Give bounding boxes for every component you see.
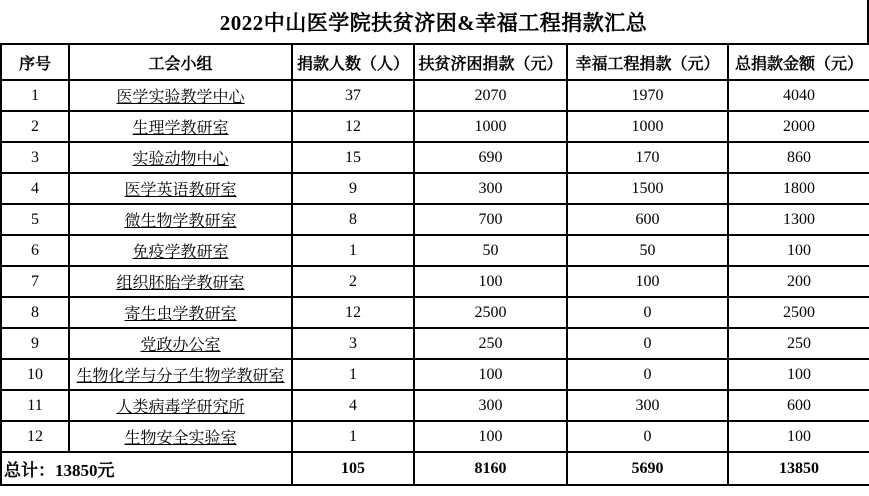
- row-no-cell: 3: [1, 142, 69, 173]
- total-poverty-donation-cell: 8160: [414, 452, 567, 485]
- happiness-donation-cell: 1500: [567, 173, 728, 204]
- table-row: [1, 390, 869, 421]
- col-header-donors: 捐款人数（人）: [292, 44, 414, 80]
- grand-total-row: [1, 452, 869, 485]
- poverty-donation-cell: 1000: [414, 111, 567, 142]
- col-header-poverty-donation: 扶贫济困捐款（元）: [414, 44, 567, 80]
- poverty-donation-cell: 100: [414, 421, 567, 452]
- group-name-cell: 组织胚胎学教研室: [69, 266, 292, 297]
- table-row: [1, 173, 869, 204]
- group-name-cell: 寄生虫学教研室: [69, 297, 292, 328]
- donors-count-cell: 2: [292, 266, 414, 297]
- happiness-donation-cell: 300: [567, 390, 728, 421]
- row-no-cell: 5: [1, 204, 69, 235]
- total-amount-cell: 2000: [728, 111, 869, 142]
- donors-count-cell: 12: [292, 111, 414, 142]
- total-amount-cell: 200: [728, 266, 869, 297]
- group-name-cell: 生理学教研室: [69, 111, 292, 142]
- total-amount-cell: 2500: [728, 297, 869, 328]
- happiness-donation-cell: 50: [567, 235, 728, 266]
- total-amount-cell: 4040: [728, 80, 869, 111]
- total-amount-sum-cell: 13850: [728, 452, 869, 485]
- table-row: [1, 297, 869, 328]
- happiness-donation-cell: 1000: [567, 111, 728, 142]
- poverty-donation-cell: 300: [414, 390, 567, 421]
- donors-count-cell: 8: [292, 204, 414, 235]
- donation-table: [0, 43, 869, 486]
- total-amount-cell: 600: [728, 390, 869, 421]
- donors-count-cell: 1: [292, 421, 414, 452]
- donors-count-cell: 1: [292, 359, 414, 390]
- happiness-donation-cell: 0: [567, 297, 728, 328]
- col-header-total-amount: 总捐款金额（元）: [728, 44, 869, 80]
- donors-count-cell: 37: [292, 80, 414, 111]
- table-row: [1, 266, 869, 297]
- group-name-cell: 生物化学与分子生物学教研室: [69, 359, 292, 390]
- happiness-donation-cell: 600: [567, 204, 728, 235]
- poverty-donation-cell: 100: [414, 359, 567, 390]
- row-no-cell: 7: [1, 266, 69, 297]
- poverty-donation-cell: 50: [414, 235, 567, 266]
- col-header-group: 工会小组: [69, 44, 292, 80]
- group-name-cell: 微生物学教研室: [69, 204, 292, 235]
- poverty-donation-cell: 250: [414, 328, 567, 359]
- donors-count-cell: 12: [292, 297, 414, 328]
- total-amount-cell: 250: [728, 328, 869, 359]
- table-row: [1, 142, 869, 173]
- poverty-donation-cell: 300: [414, 173, 567, 204]
- donors-count-cell: 4: [292, 390, 414, 421]
- total-happiness-donation-cell: 5690: [567, 452, 728, 485]
- table-row: [1, 111, 869, 142]
- donors-count-cell: 15: [292, 142, 414, 173]
- sheet-title: 2022中山医学院扶贫济困&幸福工程捐款汇总: [0, 0, 869, 43]
- total-amount-cell: 860: [728, 142, 869, 173]
- col-header-index: 序号: [1, 44, 69, 80]
- happiness-donation-cell: 0: [567, 359, 728, 390]
- row-no-cell: 8: [1, 297, 69, 328]
- table-row: [1, 328, 869, 359]
- group-name-cell: 实验动物中心: [69, 142, 292, 173]
- donors-count-cell: 1: [292, 235, 414, 266]
- total-amount-cell: 1300: [728, 204, 869, 235]
- total-amount-cell: 100: [728, 235, 869, 266]
- total-amount-cell: 100: [728, 421, 869, 452]
- happiness-donation-cell: 0: [567, 328, 728, 359]
- poverty-donation-cell: 100: [414, 266, 567, 297]
- group-name-cell: 生物安全实验室: [69, 421, 292, 452]
- happiness-donation-cell: 100: [567, 266, 728, 297]
- total-amount-cell: 100: [728, 359, 869, 390]
- poverty-donation-cell: 2070: [414, 80, 567, 111]
- table-row: [1, 235, 869, 266]
- row-no-cell: 12: [1, 421, 69, 452]
- happiness-donation-cell: 170: [567, 142, 728, 173]
- col-header-happiness-donation: 幸福工程捐款（元）: [567, 44, 728, 80]
- happiness-donation-cell: 1970: [567, 80, 728, 111]
- poverty-donation-cell: 2500: [414, 297, 567, 328]
- table-row: [1, 421, 869, 452]
- total-donors-cell: 105: [292, 452, 414, 485]
- donors-count-cell: 9: [292, 173, 414, 204]
- table-row: [1, 359, 869, 390]
- grand-total-label: 总计：13850元: [1, 452, 292, 485]
- total-amount-cell: 1800: [728, 173, 869, 204]
- group-name-cell: 免疫学教研室: [69, 235, 292, 266]
- row-no-cell: 6: [1, 235, 69, 266]
- table-row: [1, 204, 869, 235]
- poverty-donation-cell: 700: [414, 204, 567, 235]
- table-row: [1, 80, 869, 111]
- row-no-cell: 2: [1, 111, 69, 142]
- row-no-cell: 1: [1, 80, 69, 111]
- donors-count-cell: 3: [292, 328, 414, 359]
- poverty-donation-cell: 690: [414, 142, 567, 173]
- row-no-cell: 4: [1, 173, 69, 204]
- group-name-cell: 医学英语教研室: [69, 173, 292, 204]
- header-row: [1, 44, 869, 80]
- group-name-cell: 党政办公室: [69, 328, 292, 359]
- row-no-cell: 10: [1, 359, 69, 390]
- row-no-cell: 9: [1, 328, 69, 359]
- group-name-cell: 医学实验教学中心: [69, 80, 292, 111]
- group-name-cell: 人类病毒学研究所: [69, 390, 292, 421]
- row-no-cell: 11: [1, 390, 69, 421]
- happiness-donation-cell: 0: [567, 421, 728, 452]
